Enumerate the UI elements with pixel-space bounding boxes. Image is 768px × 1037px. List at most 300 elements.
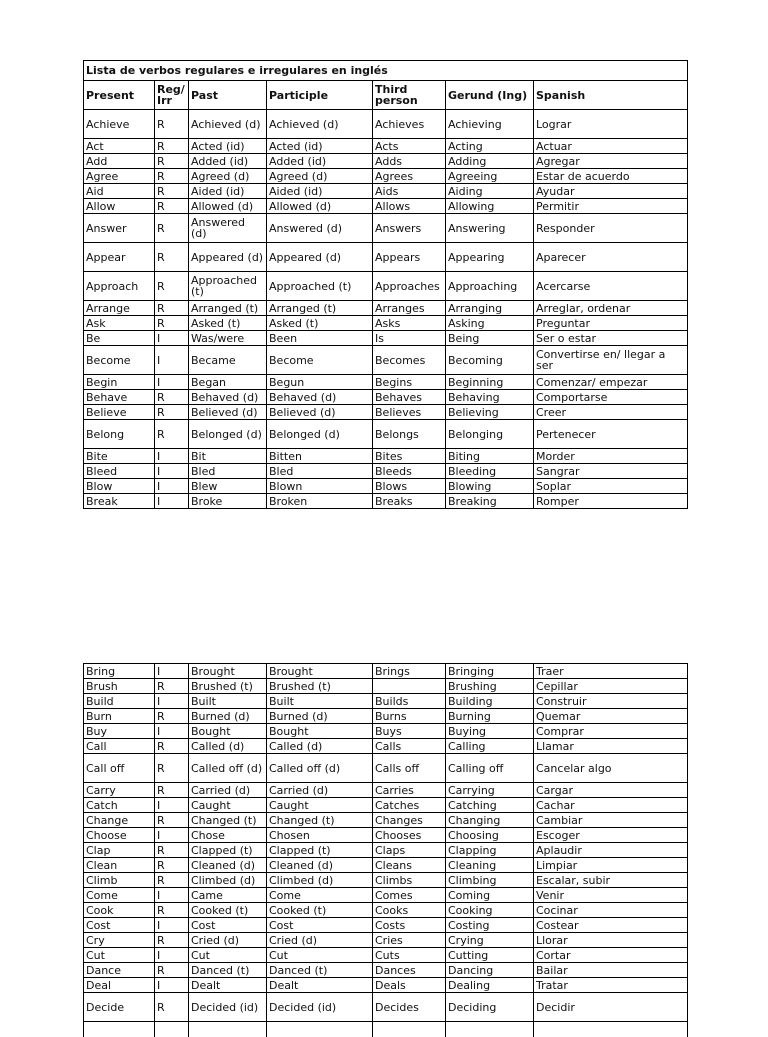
cell-gerund: Crying [446, 933, 534, 948]
col-header-participle: Participle [267, 81, 373, 110]
cell-reg-irr: R [155, 243, 189, 272]
cell-gerund: Approaching [446, 272, 534, 301]
cell-reg-irr: R [155, 813, 189, 828]
cell-spanish: Cachar [534, 798, 688, 813]
cell-past: Carried (d) [189, 783, 267, 798]
cell-reg-irr: R [155, 301, 189, 316]
cell-present: Choose [84, 828, 155, 843]
cell-past: Cost [189, 918, 267, 933]
cell-spanish: Aplaudir [534, 843, 688, 858]
cell-third-person: Claps [373, 843, 446, 858]
cell-past: Agreed (d) [189, 169, 267, 184]
cell-reg-irr: R [155, 739, 189, 754]
cell-third-person: Approaches [373, 272, 446, 301]
cell-present: Build [84, 694, 155, 709]
cell-reg-irr: R [155, 184, 189, 199]
cell-present: Cost [84, 918, 155, 933]
cell-spanish: Tratar [534, 978, 688, 993]
cell-past: Approached (t) [189, 272, 267, 301]
cell-third-person: Behaves [373, 390, 446, 405]
cell-gerund: Carrying [446, 783, 534, 798]
cell-present: Agree [84, 169, 155, 184]
cell-third-person: Builds [373, 694, 446, 709]
cell-spanish: Llorar [534, 933, 688, 948]
table-row [84, 420, 688, 449]
cell-past: Achieved (d) [189, 110, 267, 139]
cell-present: Brush [84, 679, 155, 694]
table-row [84, 903, 688, 918]
cell-third-person: Bleeds [373, 464, 446, 479]
cell-gerund: Cooking [446, 903, 534, 918]
cell-third-person: Burns [373, 709, 446, 724]
cell-past: Came [189, 888, 267, 903]
cell-third-person: Acts [373, 139, 446, 154]
cell-past: Cut [189, 948, 267, 963]
cell-present: Bite [84, 449, 155, 464]
table-row [84, 873, 688, 888]
cell-spanish: Cortar [534, 948, 688, 963]
cell-past: Called (d) [189, 739, 267, 754]
table-row [84, 316, 688, 331]
cell-reg-irr: R [155, 214, 189, 243]
cell-gerund: Climbing [446, 873, 534, 888]
cell-gerund: Blowing [446, 479, 534, 494]
cell-gerund: Brushing [446, 679, 534, 694]
cell-third-person: Calls off [373, 754, 446, 783]
cell-participle: Chosen [267, 828, 373, 843]
cell-past: Believed (d) [189, 405, 267, 420]
table-row [84, 346, 688, 375]
table-row [84, 709, 688, 724]
table-row [84, 918, 688, 933]
table-row [84, 169, 688, 184]
cell-present: Arrange [84, 301, 155, 316]
cell-present: Carry [84, 783, 155, 798]
cell-gerund: Arranging [446, 301, 534, 316]
cell-present: Cook [84, 903, 155, 918]
cell-past: Brought [189, 664, 267, 679]
cell-present: Begin [84, 375, 155, 390]
cell-spanish: Cambiar [534, 813, 688, 828]
table-row [84, 679, 688, 694]
cell-third-person: Blows [373, 479, 446, 494]
cell-present: Call [84, 739, 155, 754]
cell-present: Catch [84, 798, 155, 813]
table-row [84, 783, 688, 798]
cell-past: Began [189, 375, 267, 390]
cell-third-person: Adds [373, 154, 446, 169]
table-row [84, 464, 688, 479]
cell-present: Bring [84, 664, 155, 679]
cell-third-person: Arranges [373, 301, 446, 316]
cell-past: Asked (t) [189, 316, 267, 331]
cell-participle: Changed (t) [267, 813, 373, 828]
cell-reg-irr: R [155, 390, 189, 405]
cell-participle: Built [267, 694, 373, 709]
cell-reg-irr: R [155, 420, 189, 449]
cell-reg-irr: I [155, 798, 189, 813]
cell-participle: Cried (d) [267, 933, 373, 948]
cell-third-person: Begins [373, 375, 446, 390]
cell-gerund: Clapping [446, 843, 534, 858]
cell-past: Cried (d) [189, 933, 267, 948]
cell-present: Become [84, 346, 155, 375]
table-row [84, 978, 688, 993]
cell-past: Cleaned (d) [189, 858, 267, 873]
cell-gerund: Bringing [446, 664, 534, 679]
cell-third-person: Answers [373, 214, 446, 243]
col-header-third-person: Third person [373, 81, 446, 110]
cell-reg-irr: R [155, 858, 189, 873]
cell-third-person: Agrees [373, 169, 446, 184]
cell-present: Climb [84, 873, 155, 888]
table-row [84, 184, 688, 199]
cell-past: Caught [189, 798, 267, 813]
cell-reg-irr: I [155, 479, 189, 494]
cell-spanish: Quemar [534, 709, 688, 724]
cell-third-person: Cooks [373, 903, 446, 918]
cell-gerund: Changing [446, 813, 534, 828]
cell-reg-irr: R [155, 169, 189, 184]
cell-past: Climbed (d) [189, 873, 267, 888]
cell-reg-irr: R [155, 154, 189, 169]
cell-gerund: Cleaning [446, 858, 534, 873]
cell-reg-irr: R [155, 843, 189, 858]
cell-participle: Allowed (d) [267, 199, 373, 214]
cell-third-person: Buys [373, 724, 446, 739]
cell-reg-irr: I [155, 724, 189, 739]
cell-gerund: Coming [446, 888, 534, 903]
cell-participle: Added (id) [267, 154, 373, 169]
table-row [84, 139, 688, 154]
cell-reg-irr: I [155, 449, 189, 464]
cell-past: Clapped (t) [189, 843, 267, 858]
cell-participle: Cleaned (d) [267, 858, 373, 873]
col-header-gerund: Gerund (Ing) [446, 81, 534, 110]
cell-reg-irr: I [155, 918, 189, 933]
cell-reg-irr: R [155, 933, 189, 948]
table-row [84, 963, 688, 978]
cell-third-person: Cuts [373, 948, 446, 963]
cell-spanish: Acercarse [534, 272, 688, 301]
cell-present: Come [84, 888, 155, 903]
cell-past: Acted (id) [189, 139, 267, 154]
cell-present: Decide [84, 993, 155, 1022]
table-row [84, 243, 688, 272]
cell-participle: Agreed (d) [267, 169, 373, 184]
cell-reg-irr: R [155, 873, 189, 888]
cell-third-person: Achieves [373, 110, 446, 139]
table-row [84, 724, 688, 739]
cell-spanish: Lograr [534, 110, 688, 139]
cell-participle: Called (d) [267, 739, 373, 754]
cell-spanish: Estar de acuerdo [534, 169, 688, 184]
cell-reg-irr: R [155, 709, 189, 724]
cell-past: Became [189, 346, 267, 375]
cell-past: Built [189, 694, 267, 709]
table-row [84, 858, 688, 873]
cell-spanish: Bailar [534, 963, 688, 978]
cell-participle: Behaved (d) [267, 390, 373, 405]
cell-gerund: Beginning [446, 375, 534, 390]
cell-gerund: Dancing [446, 963, 534, 978]
cell-participle: Cut [267, 948, 373, 963]
cell-past: Bought [189, 724, 267, 739]
cell-third-person: Bites [373, 449, 446, 464]
cell-participle: Appeared (d) [267, 243, 373, 272]
cell-present: Clap [84, 843, 155, 858]
cell-participle: Clapped (t) [267, 843, 373, 858]
cell-spanish: Traer [534, 664, 688, 679]
table-row [84, 754, 688, 783]
table-row [84, 199, 688, 214]
table-row [84, 813, 688, 828]
cell-reg-irr: R [155, 754, 189, 783]
cell-spanish: Preguntar [534, 316, 688, 331]
cell-third-person: Allows [373, 199, 446, 214]
cell-present: Break [84, 494, 155, 509]
cell-spanish: Romper [534, 494, 688, 509]
cell-past: Changed (t) [189, 813, 267, 828]
cell-reg-irr: R [155, 316, 189, 331]
cell-spanish: Agregar [534, 154, 688, 169]
cell-third-person: Belongs [373, 420, 446, 449]
cell-spanish: Costear [534, 918, 688, 933]
cell-past: Behaved (d) [189, 390, 267, 405]
cell-spanish: Convertirse en/ llegar a ser [534, 346, 688, 375]
table-row [84, 390, 688, 405]
cell-past: Danced (t) [189, 963, 267, 978]
cell-participle: Believed (d) [267, 405, 373, 420]
cell-present: Allow [84, 199, 155, 214]
cell-participle: Answered (d) [267, 214, 373, 243]
cell-gerund: Cutting [446, 948, 534, 963]
cell-reg-irr: R [155, 903, 189, 918]
cell-gerund: Bleeding [446, 464, 534, 479]
cell-past: Arranged (t) [189, 301, 267, 316]
cell-gerund: Acting [446, 139, 534, 154]
table-row [84, 948, 688, 963]
cell-present: Act [84, 139, 155, 154]
cell-present: Call off [84, 754, 155, 783]
cell-third-person: Cleans [373, 858, 446, 873]
cell-spanish: Escalar, subir [534, 873, 688, 888]
cell-present: Burn [84, 709, 155, 724]
cell-participle: Brushed (t) [267, 679, 373, 694]
cell-past: Bled [189, 464, 267, 479]
cell-reg-irr: I [155, 346, 189, 375]
cell-reg-irr: I [155, 494, 189, 509]
cell-spanish: Creer [534, 405, 688, 420]
cell-spanish: Escoger [534, 828, 688, 843]
cell-participle: Been [267, 331, 373, 346]
cell-participle: Come [267, 888, 373, 903]
cell-reg-irr: I [155, 331, 189, 346]
cell-gerund: Choosing [446, 828, 534, 843]
cell-gerund: Appearing [446, 243, 534, 272]
table-title: Lista de verbos regulares e irregulares en inglés [84, 61, 688, 81]
table-row [84, 993, 688, 1022]
table-row [84, 214, 688, 243]
table-row [84, 331, 688, 346]
cell-reg-irr: R [155, 993, 189, 1022]
cell-gerund: Allowing [446, 199, 534, 214]
cell-gerund: Answering [446, 214, 534, 243]
cell-third-person: Catches [373, 798, 446, 813]
cell-past: Brushed (t) [189, 679, 267, 694]
cell-third-person: Decides [373, 993, 446, 1022]
cell-reg-irr: R [155, 405, 189, 420]
table-row [84, 888, 688, 903]
cell-present: Cry [84, 933, 155, 948]
cell-third-person: Deals [373, 978, 446, 993]
cell-gerund: Agreeing [446, 169, 534, 184]
cell-gerund: Belonging [446, 420, 534, 449]
cell-spanish: Construir [534, 694, 688, 709]
cell-third-person: Climbs [373, 873, 446, 888]
cell-spanish: Sangrar [534, 464, 688, 479]
cell-reg-irr: R [155, 272, 189, 301]
cell-past: Appeared (d) [189, 243, 267, 272]
cell-participle: Climbed (d) [267, 873, 373, 888]
cell-past: Answered (d) [189, 214, 267, 243]
table-row [84, 798, 688, 813]
cell-participle: Cost [267, 918, 373, 933]
cell-participle: Bled [267, 464, 373, 479]
cell-present: Approach [84, 272, 155, 301]
cell-third-person: Is [373, 331, 446, 346]
cell-present: Buy [84, 724, 155, 739]
cell-participle: Decided (id) [267, 993, 373, 1022]
cell-gerund: Believing [446, 405, 534, 420]
cell-spanish: Comenzar/ empezar [534, 375, 688, 390]
cell-present: Be [84, 331, 155, 346]
cell-participle: Aided (id) [267, 184, 373, 199]
cell-third-person: Believes [373, 405, 446, 420]
cell-present: Belong [84, 420, 155, 449]
cell-third-person: Brings [373, 664, 446, 679]
table-title-row [84, 61, 688, 81]
table-row [84, 694, 688, 709]
cell-third-person: Calls [373, 739, 446, 754]
table-row [84, 301, 688, 316]
cell-gerund: Breaking [446, 494, 534, 509]
cell-participle: Cooked (t) [267, 903, 373, 918]
table-row [84, 449, 688, 464]
cell-spanish: Comportarse [534, 390, 688, 405]
cell-spanish: Llamar [534, 739, 688, 754]
verbs-table-2 [83, 663, 688, 1037]
cell-reg-irr: I [155, 375, 189, 390]
cell-participle: Begun [267, 375, 373, 390]
cell-present: Add [84, 154, 155, 169]
cell-participle: Brought [267, 664, 373, 679]
cell-third-person: Changes [373, 813, 446, 828]
cell-participle: Caught [267, 798, 373, 813]
cell-participle: Blown [267, 479, 373, 494]
cell-reg-irr: R [155, 679, 189, 694]
cell-present: Bleed [84, 464, 155, 479]
cell-gerund: Deciding [446, 993, 534, 1022]
cell-participle: Bitten [267, 449, 373, 464]
cell-present: Ask [84, 316, 155, 331]
verbs-table-1 [83, 60, 688, 509]
cell-past: Broke [189, 494, 267, 509]
cell-present: Aid [84, 184, 155, 199]
cell-participle: Belonged (d) [267, 420, 373, 449]
cell-participle: Called off (d) [267, 754, 373, 783]
cell-third-person: Dances [373, 963, 446, 978]
cell-past: Chose [189, 828, 267, 843]
cell-third-person: Becomes [373, 346, 446, 375]
cell-reg-irr: I [155, 664, 189, 679]
table-row [84, 154, 688, 169]
cell-participle: Broken [267, 494, 373, 509]
cell-past: Cooked (t) [189, 903, 267, 918]
cell-present: Clean [84, 858, 155, 873]
cell-present: Blow [84, 479, 155, 494]
cell-spanish: Actuar [534, 139, 688, 154]
cell-spanish: Ayudar [534, 184, 688, 199]
cell-spanish: Aparecer [534, 243, 688, 272]
cell-gerund: Biting [446, 449, 534, 464]
cell-present: Appear [84, 243, 155, 272]
cell-reg-irr: R [155, 963, 189, 978]
cell-spanish: Limpiar [534, 858, 688, 873]
cell-gerund: Catching [446, 798, 534, 813]
cell-third-person: Chooses [373, 828, 446, 843]
table-row [84, 405, 688, 420]
cell-participle: Bought [267, 724, 373, 739]
cell-gerund: Burning [446, 709, 534, 724]
cell-third-person: Carries [373, 783, 446, 798]
cell-gerund: Achieving [446, 110, 534, 139]
cell-reg-irr: R [155, 110, 189, 139]
cell-spanish: Morder [534, 449, 688, 464]
table-row [84, 664, 688, 679]
cell-present: Deal [84, 978, 155, 993]
cell-past: Was/were [189, 331, 267, 346]
cell-spanish: Permitir [534, 199, 688, 214]
cell-spanish: Pertenecer [534, 420, 688, 449]
cell-gerund: Costing [446, 918, 534, 933]
cell-third-person: Asks [373, 316, 446, 331]
cell-third-person: Cries [373, 933, 446, 948]
cell-spanish: Ser o estar [534, 331, 688, 346]
cell-third-person: Comes [373, 888, 446, 903]
cell-participle: Acted (id) [267, 139, 373, 154]
cell-participle: Carried (d) [267, 783, 373, 798]
cell-participle: Danced (t) [267, 963, 373, 978]
cell-past: Bit [189, 449, 267, 464]
cell-reg-irr: I [155, 888, 189, 903]
col-header-reg-irr: Reg/ Irr [155, 81, 189, 110]
cell-reg-irr: I [155, 464, 189, 479]
cell-present: Dance [84, 963, 155, 978]
cell-past: Aided (id) [189, 184, 267, 199]
cell-reg-irr: I [155, 694, 189, 709]
cell-gerund: Aiding [446, 184, 534, 199]
cell-spanish: Soplar [534, 479, 688, 494]
cell-gerund: Adding [446, 154, 534, 169]
col-header-present: Present [84, 81, 155, 110]
cell-present: Behave [84, 390, 155, 405]
cell-spanish: Cancelar algo [534, 754, 688, 783]
cell-gerund: Becoming [446, 346, 534, 375]
cell-spanish: Cargar [534, 783, 688, 798]
cell-spanish: Venir [534, 888, 688, 903]
table-row [84, 739, 688, 754]
